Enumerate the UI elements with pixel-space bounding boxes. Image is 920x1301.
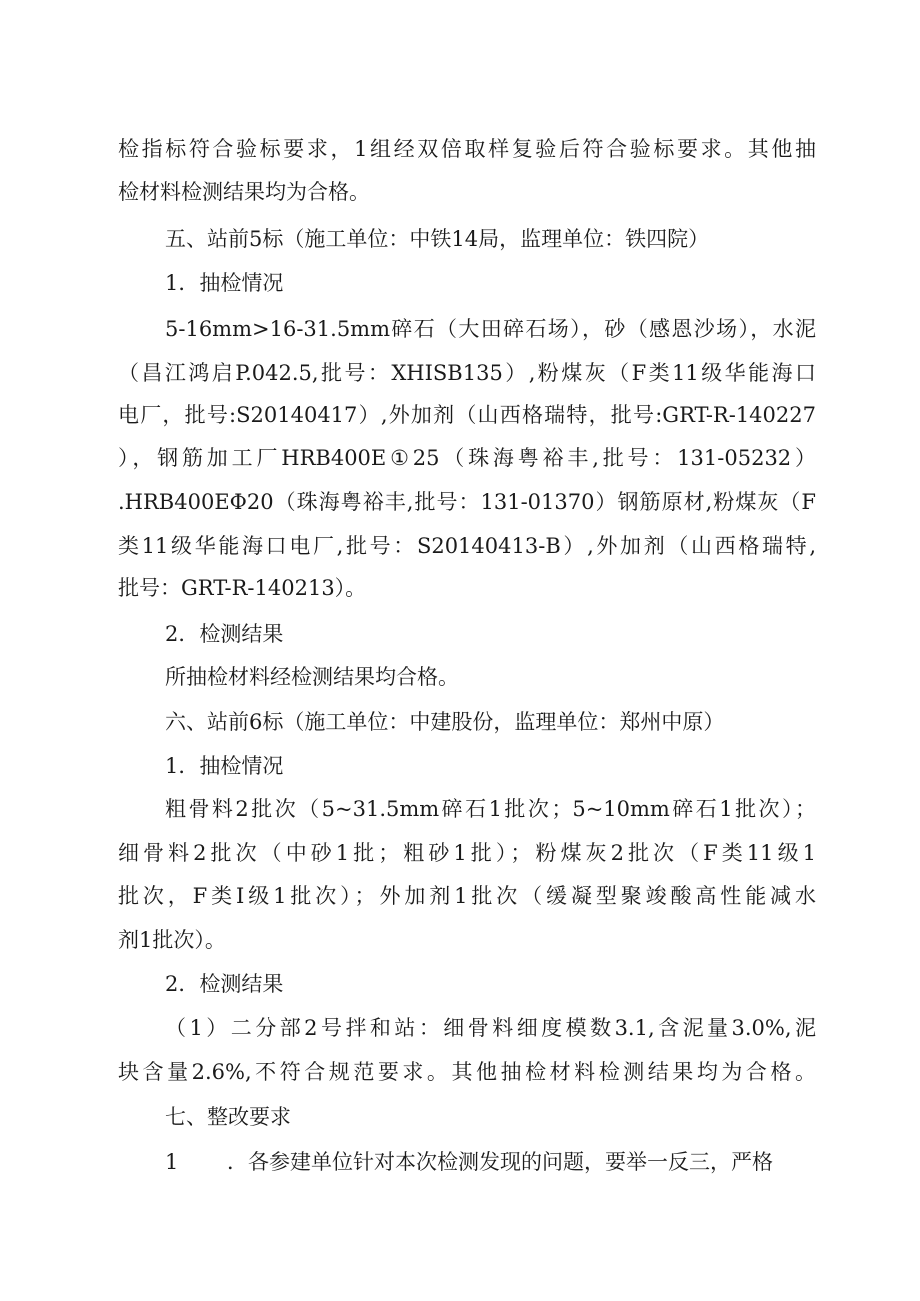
paragraph-line: 批次，F类Ⅰ级1批次）；外加剂1批次（缓凝型聚竣酸高性能减水	[118, 884, 816, 908]
paragraph-line: .HRB400EΦ20（珠海粤裕丰,批号：131-01370）钢筋原材,粉煤灰（F	[118, 490, 816, 514]
item-number: 1	[165, 1150, 179, 1174]
paragraph-line: 检指标符合验标要求，1组经双倍取样复验后符合验标要求。其他抽	[118, 137, 816, 161]
paragraph-line: 细骨料2批次（中砂1批；粗砂1批）；粉煤灰2批次（F类11级1	[118, 841, 816, 865]
paragraph-line: 所抽检材料经检测结果均合格。	[165, 665, 459, 689]
subsection-heading: 1．抽检情况	[165, 754, 284, 778]
paragraph-line: 剂1批次）。	[118, 928, 226, 952]
subsection-heading: 2．检测结果	[165, 622, 284, 646]
section-heading: 五、站前5标（施工单位：中铁14局，监理单位：铁四院）	[165, 227, 710, 251]
section-heading: 七、整改要求	[165, 1105, 291, 1129]
paragraph-line: 类11级华能海口电厂,批号：S20140413-B）,外加剂（山西格瑞特,	[118, 534, 816, 558]
paragraph-line: （1）二分部2号拌和站：细骨料细度模数3.1,含泥量3.0%,泥	[165, 1016, 816, 1040]
paragraph-line: 5-16mm>16-31.5mm碎石（大田碎石场），砂（感恩沙场），水泥	[165, 317, 816, 341]
paragraph-line: 检材料检测结果均为合格。	[118, 180, 370, 204]
paragraph-line: 块含量2.6%,不符合规范要求。其他抽检材料检测结果均为合格。	[118, 1060, 816, 1084]
paragraph-line: （昌江鸿启P.042.5,批号：XHISB135）,粉煤灰（F类11级华能海口	[118, 361, 816, 385]
paragraph-line: ），钢筋加工厂HRB400E①25（珠海粤裕丰,批号：131-05232）	[118, 446, 816, 470]
paragraph-line-numbered	[165, 1145, 816, 1179]
paragraph-line: 批号：GRT-R-140213）。	[118, 576, 367, 600]
subsection-heading: 2．检测结果	[165, 972, 284, 996]
item-text: ．各参建单位针对本次检测发现的问题，要举一反三，严格	[227, 1150, 773, 1174]
paragraph-line: 电厂，批号:S20140417）,外加剂（山西格瑞特，批号:GRT-R-140227	[118, 403, 816, 427]
subsection-heading: 1．抽检情况	[165, 271, 284, 295]
paragraph-line: 粗骨料2批次（5~31.5mm碎石1批次；5~10mm碎石1批次）；	[165, 797, 816, 821]
section-heading: 六、站前6标（施工单位：中建股份，监理单位：郑州中原）	[165, 710, 725, 734]
